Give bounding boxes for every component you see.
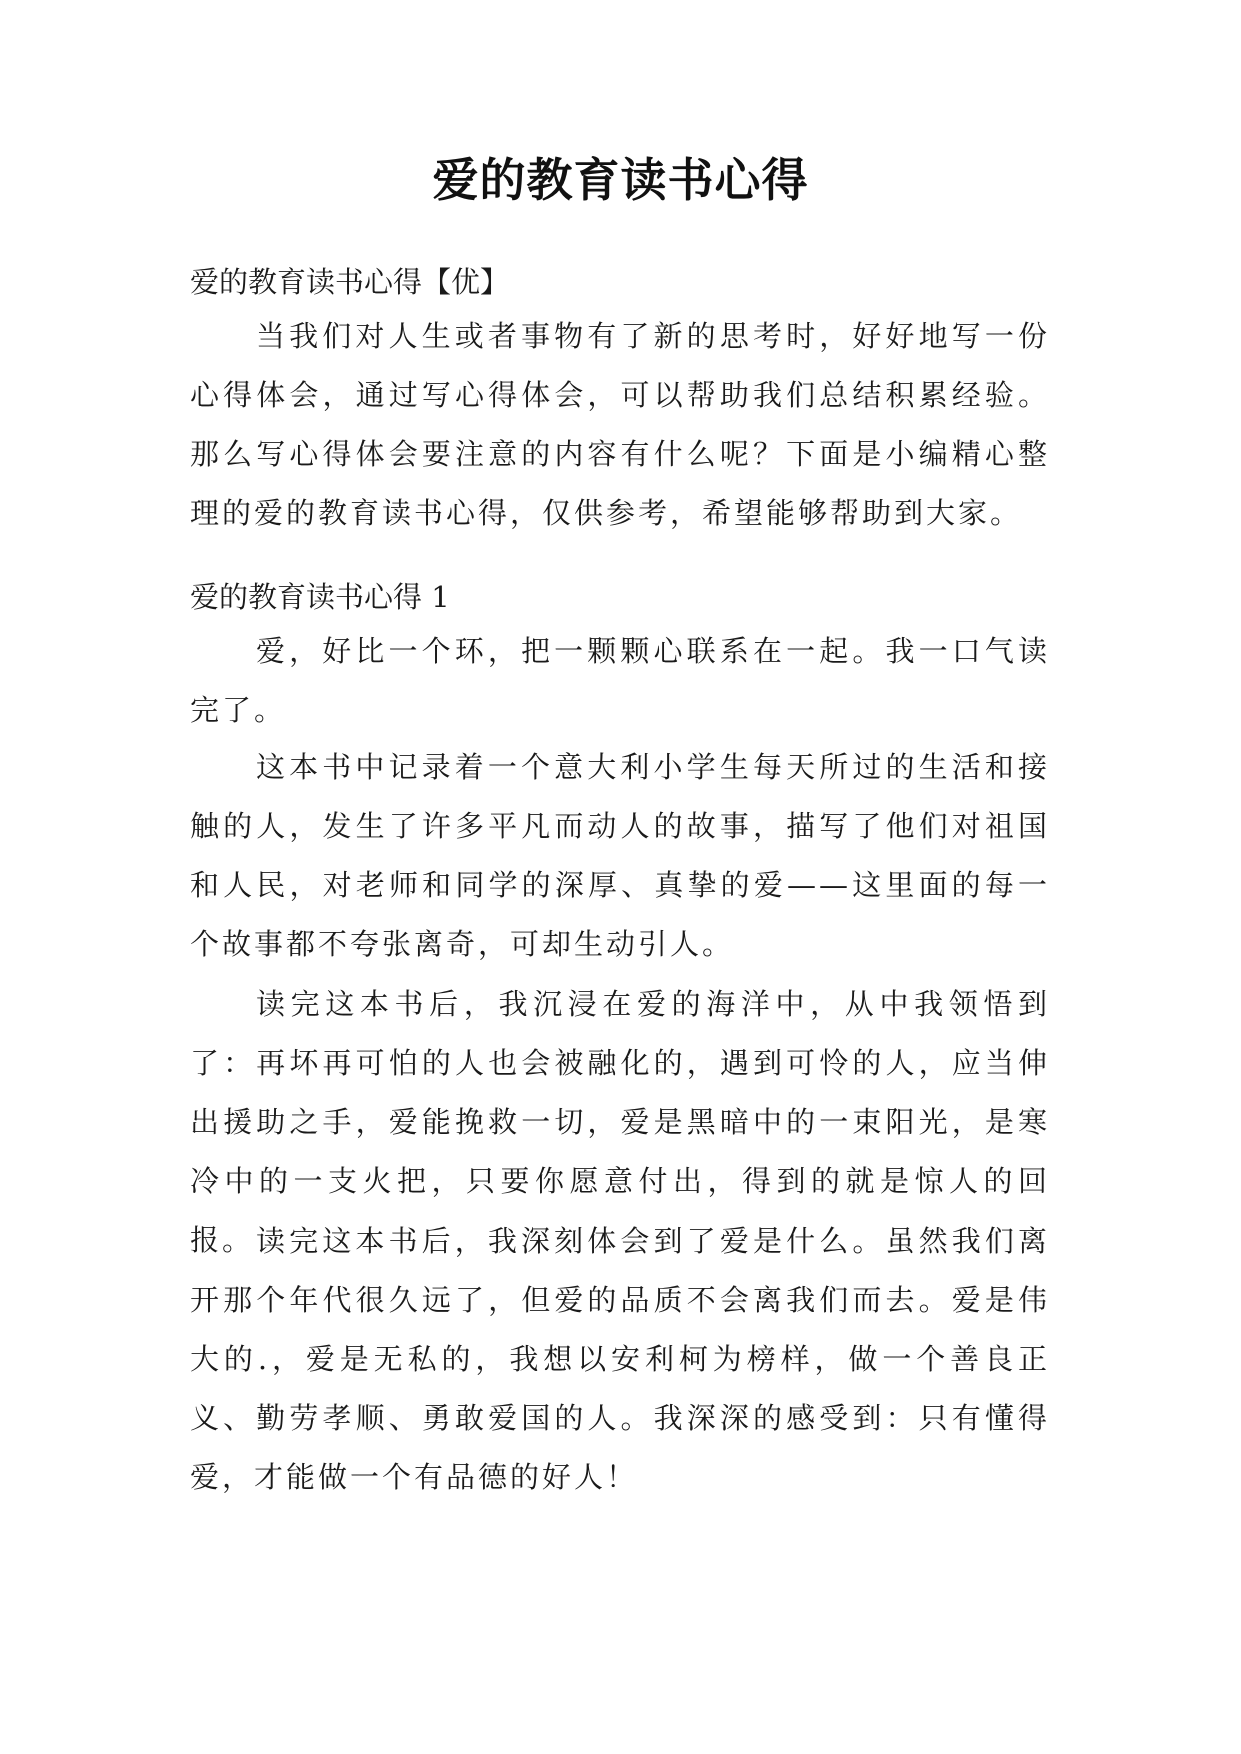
section-1-heading: 爱的教育读书心得 1 (190, 580, 450, 614)
intro-paragraph: 当我们对人生或者事物有了新的思考时，好好地写一份心得体会，通过写心得体会，可以帮助我们总结积累经验。那么写心得体会要注意的内容有什么呢？下面是小编精心整理的爱的教育读书心得，仅供参考，希望能够帮助到大家。 (190, 319, 1050, 530)
section-1-paragraph-4: 读完这本书后，我深刻体会到了爱是什么。虽然我们离开那个年代很久远了，但爱的品质不会离我们而去。爱是伟大的.，爱是无私的，我想以安利柯为榜样，做一个善良正义、勤劳孝顺、勇敢爱国的人。我深深的感受到：只有懂得爱，才能做一个有品德的好人！ (190, 1224, 1050, 1494)
section-1-paragraph-1: 爱，好比一个环，把一颗颗心联系在一起。我一口气读完了。 (190, 634, 1050, 727)
section-1-paragraph-3: 读完这本书后，我沉浸在爱的海洋中，从中我领悟到了：再坏再可怕的人也会被融化的，遇到可怜的人，应当伸出援助之手，爱能挽救一切，爱是黑暗中的一束阳光，是寒冷中的一支火把，只要你愿意付出，得到的就是惊人的回报。 (190, 987, 1050, 1257)
intro-heading: 爱的教育读书心得【优】 (190, 265, 510, 299)
document-title: 爱的教育读书心得 (432, 153, 809, 207)
section-1-paragraph-2: 这本书中记录着一个意大利小学生每天所过的生活和接触的人，发生了许多平凡而动人的故事，描写了他们对祖国和人民，对老师和同学的深厚、真挚的爱——这里面的每一个故事都不夸张离奇，可却生动引人。 (190, 750, 1050, 961)
